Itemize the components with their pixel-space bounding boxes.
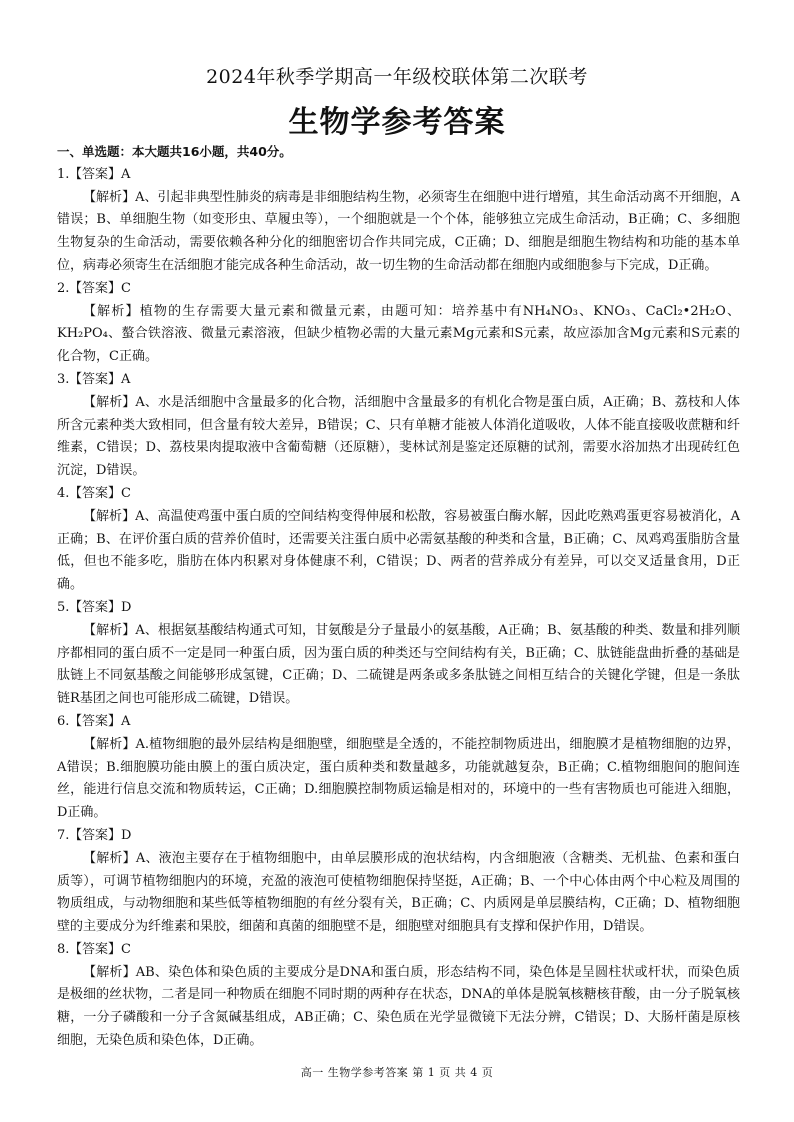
question-number: 8. — [57, 941, 70, 957]
explanation-text: 【解析】A、高温使鸡蛋中蛋白质的空间结构变得伸展和松散，容易被蛋白酶水解，因此吃熟鸡蛋更容易被消化，A正确；B、在评价蛋白质的营养价值时，还需要关注蛋白质中必需氨基酸的种类和含量，B正确；C、凤鸡鸡蛋脂肪含量低，但也不能多吃，脂肪在体内积累对身体健康不利，C错误；D、两者的营养成分有差异，可以交叉适量食用，D正确。 — [57, 508, 740, 593]
answer-line — [57, 483, 740, 506]
answer-label: 【答案】A — [69, 371, 131, 387]
explanation-text: 【解析】A、液泡主要存在于植物细胞中，由单层膜形成的泡状结构，内含细胞液（含糖类、无机盐、色素和蛋白质等），可调节植物细胞内的环境，充盈的液泡可使植物细胞保持坚挺，A正确；B、一个中心体由两个中心粒及周围的物质组成，与动物细胞和某些低等植物细胞的有丝分裂有关，B正确；C、内质网是单层膜结构，C正确；D、植物细胞壁的主要成分为纤维素和果胶，细菌和真菌的细胞壁不是，细胞壁对细胞具有支撑和保护作用，D错误。 — [57, 850, 740, 935]
question-block — [57, 164, 740, 278]
explanation-text: 【解析】植物的生存需要大量元素和微量元素，由题可知：培养基中有NH₄NO₃、KNO₃、CaCl₂•2H₂O、KH₂PO₄、螯合铁溶液、微量元素溶液，但缺少植物必需的大量元素Mg元素和S元素，故应添加含Mg元素和S元素的化合物，C正确。 — [57, 303, 740, 365]
question-block — [57, 597, 740, 711]
answer-label: 【答案】D — [69, 827, 132, 843]
answer-label: 【答案】C — [69, 280, 131, 296]
question-block — [57, 711, 740, 825]
answer-line — [57, 369, 740, 392]
answer-label: 【答案】C — [69, 485, 131, 501]
question-block — [57, 825, 740, 939]
explanation-text: 【解析】A、引起非典型性肺炎的病毒是非细胞结构生物，必须寄生在细胞中进行增殖，其生命活动离不开细胞，A错误；B、单细胞生物（如变形虫、草履虫等），一个细胞就是一个个体，能够独立完成生命活动，B正确；C、多细胞生物复杂的生命活动，需要依赖各种分化的细胞密切合作共同完成，C正确；D、细胞是细胞生物结构和功能的基本单位，病毒必须寄生在活细胞才能完成各种生命活动，故一切生物的生命活动都在细胞内或细胞参与下完成，D正确。 — [57, 189, 740, 273]
explanation-text: 【解析】A、水是活细胞中含量最多的化合物，活细胞中含量最多的有机化合物是蛋白质，A正确；B、荔枝和人体所含元素种类大致相同，但含量有较大差异，B错误；C、只有单糖才能被人体消化道吸收，人体不能直接吸收蔗糖和纤维素，C错误；D、荔枝果肉提取液中含葡萄糖（还原糖），斐林试剂是鉴定还原糖的试剂，需要水浴加热才出现砖红色沉淀，D错误。 — [57, 394, 740, 479]
answer-line — [57, 939, 740, 962]
question-block — [57, 278, 740, 369]
explanation-text: 【解析】A、根据氨基酸结构通式可知，甘氨酸是分子量最小的氨基酸，A正确；B、氨基酸的种类、数量和排列顺序都相同的蛋白质不一定是同一种蛋白质，因为蛋白质的种类还与空间结构有关，B正确；C、肽链能盘曲折叠的基础是肽链上不同氨基酸之间能够形成氢键，C正确；D、二硫键是两条或多条肽链之间相互结合的关键化学键，但是一条肽链R基团之间也可能形成二硫键，D错误。 — [57, 622, 740, 707]
question-number: 4. — [57, 485, 70, 501]
explanation-text: 【解析】A.植物细胞的最外层结构是细胞壁，细胞壁是全透的，不能控制物质进出，细胞膜才是植物细胞的边界，A错误；B.细胞膜功能由膜上的蛋白质决定，蛋白质种类和数量越多，功能就越复杂，B正确；C.植物细胞间的胞间连丝，能进行信息交流和物质转运，C正确；D.细胞膜控制物质运输是相对的，环境中的一些有害物质也可能进入细胞，D正确。 — [57, 736, 740, 821]
section-heading: 一、单选题：本大题共16小题，共40分。 — [57, 144, 292, 159]
answer-label: 【答案】D — [69, 599, 132, 615]
explanation-text: 【解析】AB、染色体和染色质的主要成分是DNA和蛋白质，形态结构不同，染色体是呈圆柱状或杆状，而染色质是极细的丝状物，二者是同一种物质在细胞不同时期的两种存在状态，DNA的单体是脱氧核糖核苷酸，由一分子脱氧核糖，一分子磷酸和一分子含氮碱基组成，AB正确；C、染色质在光学显微镜下无法分辨，C错误；D、大肠杆菌是原核细胞，无染色质和染色体，D正确。 — [57, 964, 740, 1049]
exam-title: 2024年秋季学期高一年级校联体第二次联考 — [206, 66, 588, 88]
document-title: 生物学参考答案 — [288, 105, 506, 140]
question-number: 7. — [57, 827, 70, 843]
question-block — [57, 483, 740, 597]
page-footer: 高一 生物学参考答案 第 1 页 共 4 页 — [300, 1066, 494, 1079]
answer-line — [57, 597, 740, 620]
answer-line — [57, 278, 740, 301]
question-number: 1. — [57, 166, 70, 182]
answer-line — [57, 164, 740, 187]
question-number: 6. — [57, 713, 70, 729]
answer-label: 【答案】C — [69, 941, 131, 957]
question-number: 5. — [57, 599, 70, 615]
answer-label: 【答案】A — [69, 713, 131, 729]
question-number: 3. — [57, 371, 70, 387]
answer-content — [57, 141, 740, 1053]
question-block — [57, 939, 740, 1053]
answer-line — [57, 711, 740, 734]
answer-line — [57, 825, 740, 848]
answer-label: 【答案】A — [69, 166, 131, 182]
question-number: 2. — [57, 280, 70, 296]
question-block — [57, 369, 740, 483]
